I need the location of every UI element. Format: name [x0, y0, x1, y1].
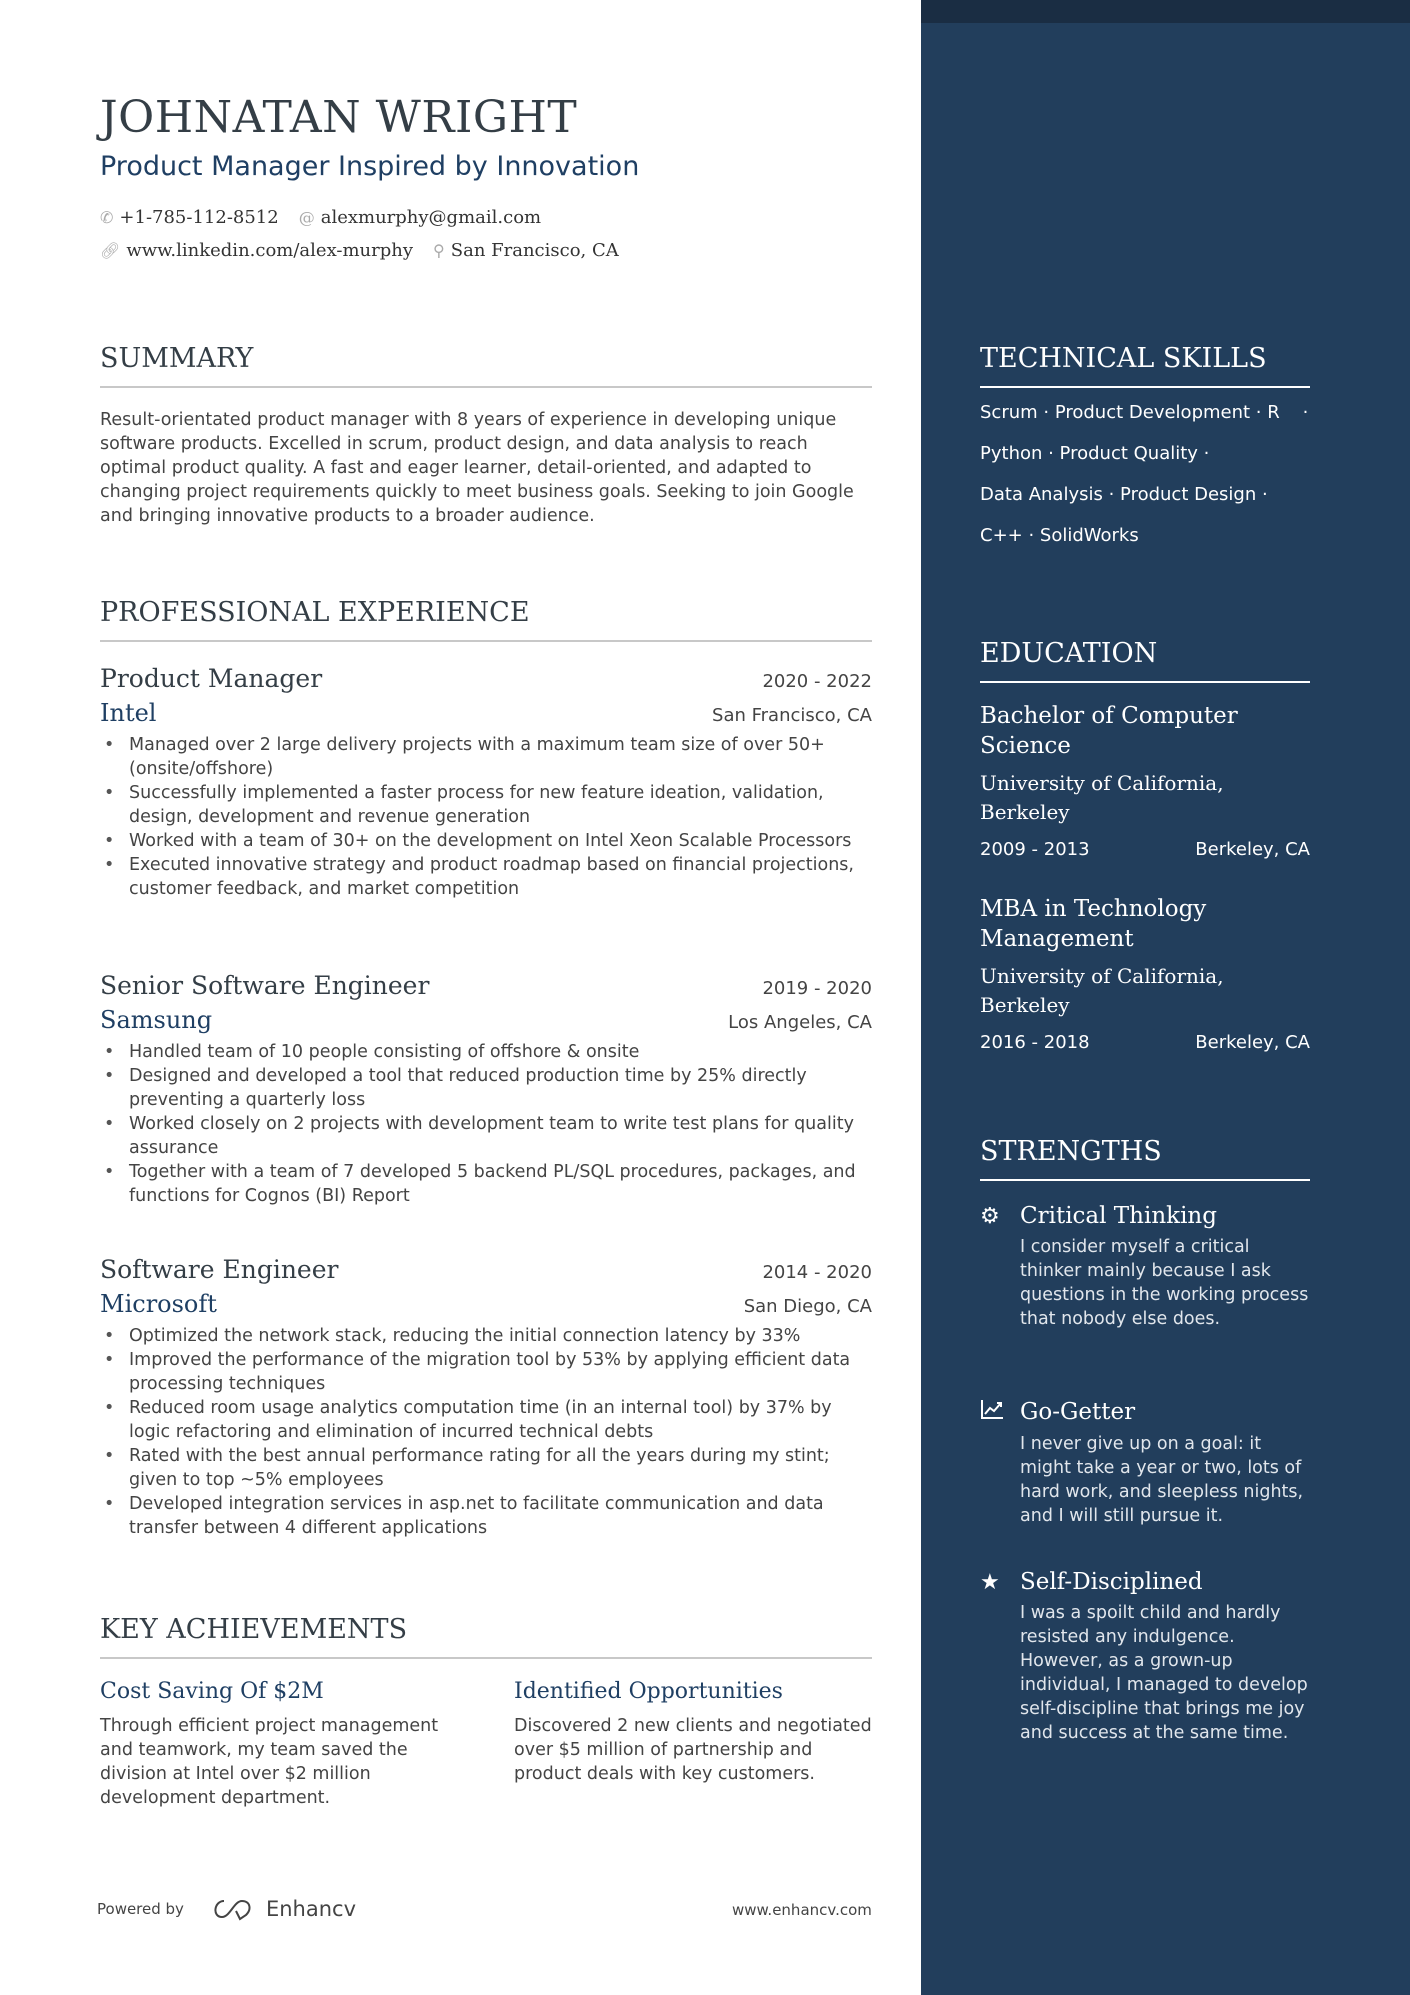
enhancv-logo-icon: [210, 1897, 256, 1921]
job-bullets: [100, 733, 872, 901]
education-item: [980, 701, 1310, 860]
skills-heading: TECHNICAL SKILLS: [980, 343, 1310, 388]
strength-text: I never give up on a goal: it might take a year or two, lots of hard work, and sleepless nights, and I will still pursue it.: [1020, 1434, 1304, 1526]
contact-row-2: [100, 240, 872, 261]
strength-text: I consider myself a critical thinker mainly because I ask questions in the working process that nobody else does.: [1020, 1237, 1309, 1329]
enhancv-brand: Enhancv: [265, 1897, 356, 1921]
job-bullet: • Improved the performance of the migration tool by 53% by applying efficient data processing techniques: [100, 1348, 872, 1396]
achievement-item: [100, 1679, 458, 1810]
job-bullet: • Optimized the network stack, reducing the initial connection latency by 33%: [100, 1324, 872, 1348]
experience-section: [100, 597, 872, 642]
achievement-text: Through efficient project management and teamwork, my team saved the division at Intel over $2 million development department.: [100, 1716, 439, 1808]
job-bullet: • Developed integration services in asp.net to facilitate communication and data transfer between 4 different applications: [100, 1492, 872, 1540]
summary-heading: SUMMARY: [100, 343, 872, 388]
job-bullet: • Together with a team of 7 developed 5 backend PL/SQL procedures, packages, and functions for Cognos (BI) Report: [100, 1160, 872, 1208]
contact-row-1: [100, 207, 872, 228]
job-bullet: • Executed innovative strategy and product roadmap based on financial projections, customer feedback, and market competition: [100, 853, 872, 901]
skills-line: Data Analysis · Product Design ·: [980, 484, 1268, 505]
job-location: San Francisco, CA: [712, 705, 872, 726]
strength-text: I was a spoilt child and hardly resisted any indulgence. However, as a grown-up individual, I managed to develop self-discipline that brings me joy and success at the same time.: [1020, 1603, 1308, 1743]
job-bullet: • Rated with the best annual performance rating for all the years during my stint; given to top ~5% employees: [100, 1444, 872, 1492]
candidate-name: JOHNATAN WRIGHT: [100, 92, 578, 143]
education-heading: EDUCATION: [980, 638, 1310, 683]
candidate-title: Product Manager Inspired by Innovation: [100, 151, 640, 182]
powered-by-label: Powered by: [97, 1900, 184, 1918]
job-location: San Diego, CA: [743, 1296, 872, 1317]
strengths-section: [980, 1136, 1310, 1181]
strength-title: Self-Disciplined: [1020, 1569, 1203, 1595]
education-dates: 2016 - 2018: [980, 1032, 1090, 1053]
enhancv-logo[interactable]: [210, 1897, 356, 1921]
gears-icon: ⚙: [980, 1203, 1000, 1229]
education-school: University of California, Berkeley: [980, 771, 1224, 824]
phone-text: +1-785-112-8512: [119, 207, 279, 228]
job-bullets: [100, 1324, 872, 1540]
achievement-item: [514, 1679, 872, 1810]
job-bullets: [100, 1040, 872, 1208]
education-degree: Bachelor of Computer Science: [980, 703, 1238, 759]
footer-powered: [97, 1897, 356, 1921]
phone-icon: ✆: [100, 208, 114, 227]
job-bullet: • Successfully implemented a faster process for new feature ideation, validation, design, development and revenue generation: [100, 781, 872, 829]
job-bullet: • Handled team of 10 people consisting of offshore & onsite: [100, 1040, 872, 1064]
strength-item: [980, 1398, 1310, 1528]
linkedin[interactable]: [100, 240, 413, 261]
summary-section: [100, 343, 872, 528]
link-icon: 🔗︎: [100, 241, 121, 260]
job-title: Senior Software Engineer: [100, 971, 430, 1000]
email-text[interactable]: alexmurphy@gmail.com: [320, 207, 542, 228]
education-degree: MBA in Technology Management: [980, 896, 1207, 952]
job-company: Intel: [100, 699, 157, 727]
job-dates: 2014 - 2020: [762, 1262, 872, 1283]
job-bullet: • Managed over 2 large delivery projects with a maximum team size of over 50+ (onsite/offshore): [100, 733, 872, 781]
education-item: [980, 894, 1310, 1053]
job-bullet: • Worked closely on 2 projects with development team to write test plans for quality assurance: [100, 1112, 872, 1160]
achievement-text: Discovered 2 new clients and negotiated over $5 million of partnership and product deals with key customers.: [514, 1716, 872, 1784]
job-title: Product Manager: [100, 664, 323, 693]
summary-text: Result-orientated product manager with 8 years of experience in developing unique software products. Excelled in scrum, product design, and data analysis to reach optimal product quality. A fast and eager learner, detail-oriented, and adapted to changing project requirements quickly to meet business goals. Seeking to join Google and bringing innovative products to a broader audience.: [100, 410, 854, 526]
experience-heading: PROFESSIONAL EXPERIENCE: [100, 597, 872, 642]
skills-line: Scrum · Product Development · R ·: [980, 402, 1309, 423]
education-location: Berkeley, CA: [1195, 1032, 1310, 1053]
strength-title: Critical Thinking: [1020, 1203, 1217, 1229]
job-bullet: • Worked with a team of 30+ on the development on Intel Xeon Scalable Processors: [100, 829, 872, 853]
job-entry: [100, 971, 872, 1208]
strength-title: Go-Getter: [1020, 1399, 1136, 1425]
strength-item: [980, 1569, 1310, 1745]
job-company: Samsung: [100, 1006, 213, 1034]
skills-line: Python · Product Quality ·: [980, 443, 1210, 464]
location: [433, 240, 619, 261]
footer-url[interactable]: www.enhancv.com: [732, 1901, 872, 1919]
achievements-heading: KEY ACHIEVEMENTS: [100, 1614, 872, 1659]
education-section: [980, 638, 1310, 1053]
linkedin-text[interactable]: www.linkedin.com/alex-murphy: [126, 240, 414, 261]
location-text: San Francisco, CA: [450, 240, 619, 261]
skills-list: [980, 392, 1310, 556]
job-dates: 2019 - 2020: [762, 978, 872, 999]
achievement-title: Identified Opportunities: [514, 1679, 783, 1704]
job-bullet: • Reduced room usage analytics computation time (in an internal tool) by 37% by logic refactoring and elimination of incurred technical debts: [100, 1396, 872, 1444]
chart-line-icon: [980, 1398, 1020, 1426]
star-icon: ★: [980, 1569, 1000, 1595]
achievement-title: Cost Saving Of $2M: [100, 1679, 324, 1704]
job-entry: [100, 1255, 872, 1540]
job-bullet: • Designed and developed a tool that reduced production time by 25% directly preventing a quarterly loss: [100, 1064, 872, 1112]
education-location: Berkeley, CA: [1195, 839, 1310, 860]
achievements-section: [100, 1614, 872, 1810]
education-school: University of California, Berkeley: [980, 964, 1224, 1017]
job-title: Software Engineer: [100, 1255, 339, 1284]
email[interactable]: [299, 207, 541, 228]
at-icon: @: [298, 208, 315, 227]
job-entry: [100, 664, 872, 901]
skills-section: [980, 343, 1310, 556]
job-company: Microsoft: [100, 1290, 217, 1318]
job-location: Los Angeles, CA: [728, 1012, 872, 1033]
strengths-heading: STRENGTHS: [980, 1136, 1310, 1181]
phone: [100, 207, 279, 228]
education-dates: 2009 - 2013: [980, 839, 1090, 860]
strength-item: [980, 1203, 1310, 1331]
sidebar-top-strip: [921, 0, 1410, 23]
job-dates: 2020 - 2022: [762, 671, 872, 692]
skills-line: C++ · SolidWorks: [980, 525, 1139, 546]
map-pin-icon: ⚲: [433, 241, 445, 260]
